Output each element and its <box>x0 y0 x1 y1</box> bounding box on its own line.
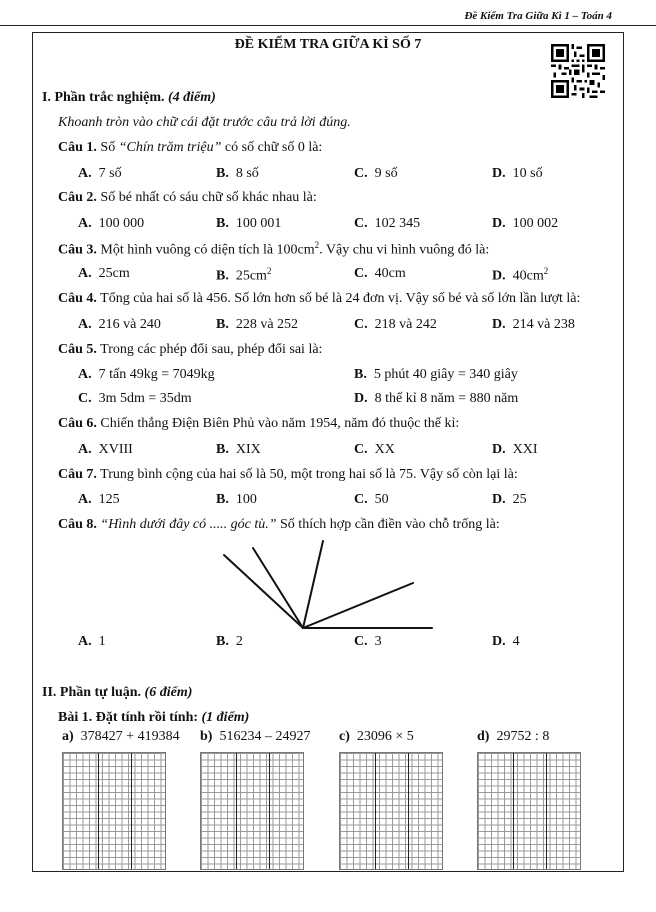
task-b: b) 516234 – 24927 <box>200 729 311 744</box>
q4-option-b[interactable]: B. 228 và 252 <box>216 317 299 332</box>
angle-figure <box>200 535 450 645</box>
q1-option-b[interactable]: B. 8 số <box>216 166 259 181</box>
q2-option-d[interactable]: D. 100 002 <box>492 216 559 231</box>
q8-option-d[interactable]: D. 4 <box>492 634 520 649</box>
q1-option-a[interactable]: A. 7 số <box>78 166 122 181</box>
q4-option-a[interactable]: A. 216 và 240 <box>78 317 161 332</box>
q7-option-b[interactable]: B. 100 <box>216 492 257 507</box>
q8-option-a[interactable]: A. 1 <box>78 634 106 649</box>
q3-option-d[interactable]: D. $40cm^2$ <box>492 266 549 284</box>
q3-option-a[interactable]: A. 25cm <box>78 266 130 281</box>
q6-option-b[interactable]: B. XIX <box>216 442 261 457</box>
q5-option-a[interactable]: A. 7 tấn 49kg = 7049kg <box>78 367 215 382</box>
qr-code-icon <box>551 44 605 98</box>
task-d: d) 29752 : 8 <box>477 729 550 744</box>
q2-option-c[interactable]: C. 102 345 <box>354 216 421 231</box>
work-grid-b[interactable] <box>200 752 304 870</box>
q2-option-a[interactable]: A. 100 000 <box>78 216 145 231</box>
q7-option-c[interactable]: C. 50 <box>354 492 389 507</box>
running-header: Đề Kiểm Tra Giữa Kì 1 – Toán 4 <box>464 10 612 22</box>
q5-option-b[interactable]: B. 5 phút 40 giây = 340 giây <box>354 367 518 382</box>
work-grid-d[interactable] <box>477 752 581 870</box>
work-grid-c[interactable] <box>339 752 443 870</box>
question-8: Câu 8. “Hình dưới đây có ..... góc tù.” Số thích hợp cần điền vào chỗ trống là: <box>58 517 500 532</box>
question-7: Câu 7. Trung bình cộng của hai số là 50, một trong hai số là 75. Vậy số còn lại là: <box>58 467 518 482</box>
ray-right <box>303 583 413 628</box>
q4-option-c[interactable]: C. 218 và 242 <box>354 317 437 332</box>
part1-instruction: Khoanh tròn vào chữ cái đặt trước câu trả lời đúng. <box>58 115 351 130</box>
q7-option-a[interactable]: A. 125 <box>78 492 120 507</box>
q5-option-d[interactable]: D. 8 thế kỉ 8 năm = 880 năm <box>354 391 519 406</box>
q1-option-d[interactable]: D. 10 số <box>492 166 543 181</box>
task-c: c) 23096 × 5 <box>339 729 414 744</box>
q2-option-b[interactable]: B. 100 001 <box>216 216 282 231</box>
question-6: Câu 6. Chiến thắng Điện Biên Phủ vào năm 1954, năm đó thuộc thế kỉ: <box>58 416 460 431</box>
q6-option-d[interactable]: D. XXI <box>492 442 538 457</box>
ray-upper <box>303 541 323 628</box>
question-2: Câu 2. Số bé nhất có sáu chữ số khác nhau là: <box>58 190 317 205</box>
bai1-heading: Bài 1. Đặt tính rồi tính: (1 điểm) <box>58 710 250 725</box>
part2-heading: II. Phần tự luận. (6 điểm) <box>42 685 193 700</box>
q1-option-c[interactable]: C. 9 số <box>354 166 398 181</box>
question-4: Câu 4. Tổng của hai số là 456. Số lớn hơn số bé là 24 đơn vị. Vậy số bé và số lớn lần lượt là: <box>58 291 581 306</box>
q8-option-c[interactable]: C. 3 <box>354 634 382 649</box>
question-1: Câu 1. Số “Chín trăm triệu” có số chữ số 0 là: <box>58 140 323 155</box>
exam-title: ĐỀ KIỂM TRA GIỮA KÌ SỐ 7 <box>234 37 422 52</box>
task-a: a) 378427 + 419384 <box>62 729 180 744</box>
part1-heading: I. Phần trắc nghiệm. (4 điểm) <box>42 90 216 105</box>
q6-option-a[interactable]: A. XVIII <box>78 442 133 457</box>
q7-option-d[interactable]: D. 25 <box>492 492 527 507</box>
question-3: Câu 3. Một hình vuông có diện tích là $100cm^2$. Vậy chu vi hình vuông đó là: <box>58 240 490 258</box>
q3-option-c[interactable]: C. 40cm <box>354 266 406 281</box>
header-rule <box>0 25 656 26</box>
q4-option-d[interactable]: D. 214 và 238 <box>492 317 575 332</box>
q6-option-c[interactable]: C. XX <box>354 442 395 457</box>
q3-option-b[interactable]: B. $25cm^2$ <box>216 266 272 284</box>
q8-option-b[interactable]: B. 2 <box>216 634 243 649</box>
question-5: Câu 5. Trong các phép đổi sau, phép đổi sai là: <box>58 342 323 357</box>
work-grid-a[interactable] <box>62 752 166 870</box>
q5-option-c[interactable]: C. 3m 5dm = 35dm <box>78 391 192 406</box>
